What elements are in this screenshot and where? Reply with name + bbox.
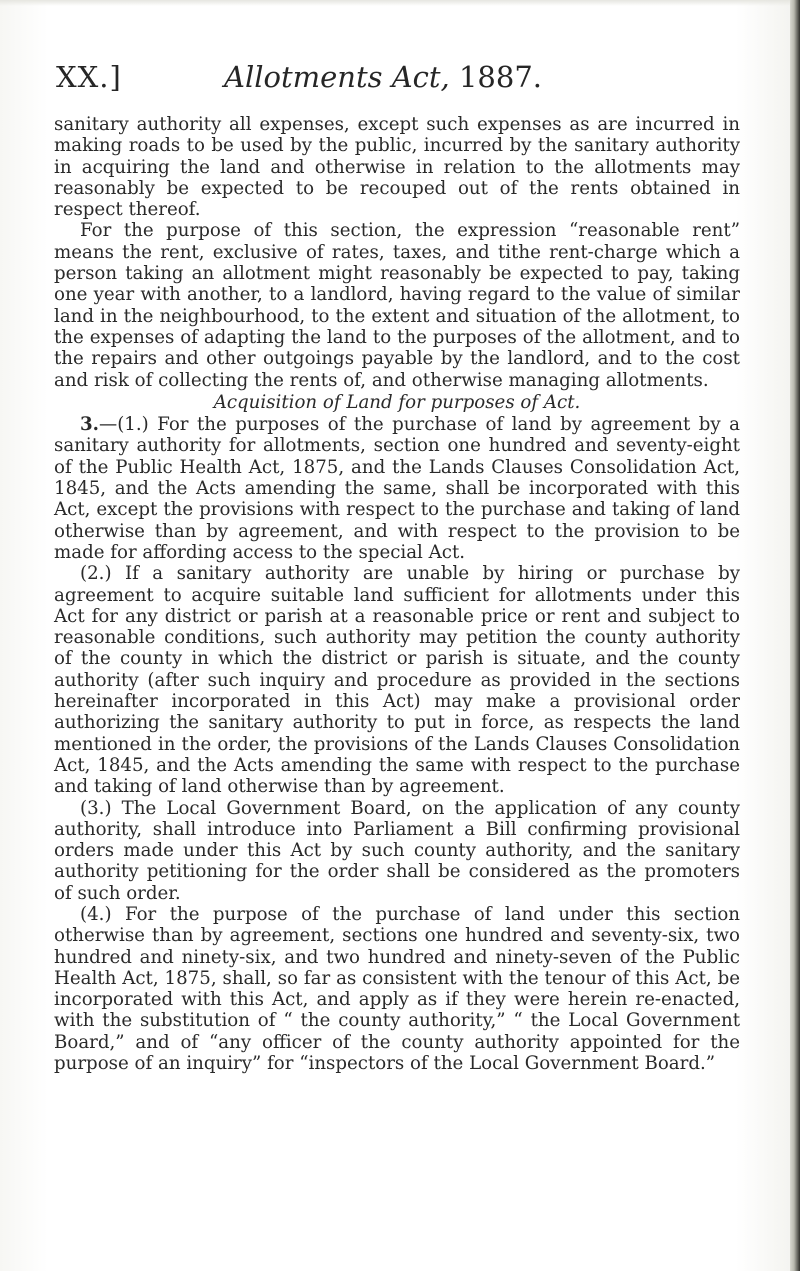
paragraph-continuation: sanitary authority all expenses, except such expenses as are incurred in making roads to be used by the public, incurred by the sanitary authority in acquiring the land and otherwise in relation to the allotments may reasonably be expected to be recouped out of the rents obtained in respect thereof. [54,114,740,221]
section-heading: Acquisition of Land for purposes of Act. [213,391,581,413]
section-3-subsection-1 [54,414,740,563]
paragraph-reasonable-rent: For the purpose of this section, the expression “reasonable rent” means the rent, exclusive of rates, taxes, and tithe rent-charge which a person taking an allotment might reasonably be expected to pay, taking one year with another, to a landlord, having regard to the value of similar land in the neighbourhood, to the extent and situation of the allotment, to the expenses of adapting the land to the purposes of the allotment, and to the repairs and other outgoings payable by the landlord, and to the cost and risk of collecting the rents of, and otherwise managing allotments. [54,220,740,391]
page-top-shadow [0,0,800,6]
body-text [54,114,740,1074]
running-title-italic: Allotments Act, [224,60,450,94]
section-3-subsection-1-text: —(1.) For the purposes of the purchase of land by agreement by a sanitary authority for allotments, section one hundred and seventy-eight of the Public Health Act, 1875, and the Lands Clauses Consolidation Act, 1845, and the Acts amending the same, shall be incorporated with this Act, except the provisions with respect to the purchase and taking of land otherwise than by agreement, and with respect to the provision to be made for affording access to the special Act. [54,414,740,563]
running-header [56,60,756,100]
chapter-number: XX.] [56,60,122,94]
section-number: 3. [80,414,99,436]
section-3-subsection-3: (3.) The Local Government Board, on the application of any county authority, shall introduce into Parliament a Bill confirming provisional orders made under this Act by such county authority, and the sanitary authority petitioning for the order shall be considered as the promoters of such order. [54,797,740,904]
running-title [224,60,542,94]
running-title-year: 1887. [458,60,543,94]
book-spine-edge [790,0,800,1271]
section-3-subsection-4: (4.) For the purpose of the purchase of land under this section otherwise than by agreement, sections one hundred and seventy-six, two hundred and ninety-six, and two hundred and ninety-seven of the Public Health Act, 1875, shall, so far as consistent with the tenour of this Act, be incorporated with this Act, and apply as if they were herein re-enacted, with the substitution of “ the county authority,” “ the Local Government Board,” and of “any officer of the county authority appointed for the purpose of an inquiry” for “inspectors of the Local Government Board.” [54,903,740,1075]
section-3-subsection-2: (2.) If a sanitary authority are unable by hiring or purchase by agreement to acquire suitable land sufficient for allotments under this Act for any district or parish at a reasonable price or rent and subject to reasonable conditions, such authority may petition the county authority of the county in which the district or parish is situate, and the county authority (after such inquiry and procedure as provided in the sections hereinafter incorporated in this Act) may make a provisional order authorizing the sanitary authority to put in force, as respects the land mentioned in the order, the provisions of the Lands Clauses Consolidation Act, 1845, and the Acts amending the same with respect to the purchase and taking of land otherwise than by agreement. [54,563,740,798]
